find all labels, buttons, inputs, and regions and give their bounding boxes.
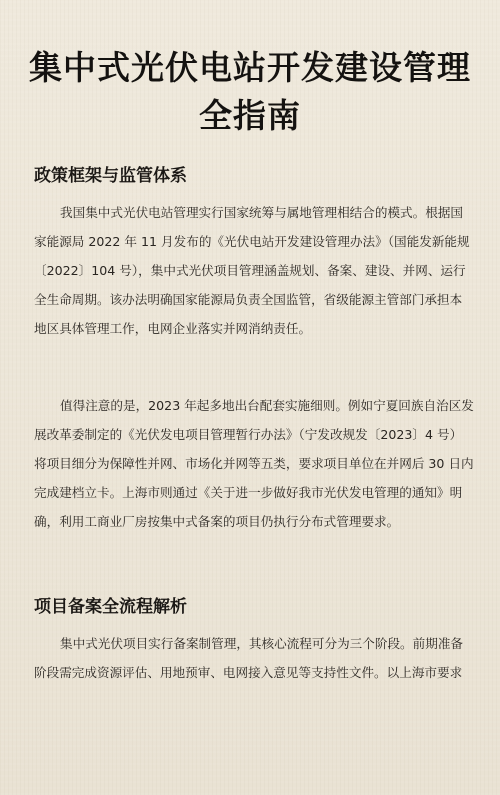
document-title-line-2: 全指南 [199, 96, 301, 135]
paragraph-line: 家能源局 2022 年 11 月发布的《光伏电站开发建设管理办法》（国能发新能规 [34, 234, 470, 249]
paragraph-line: 我国集中式光伏电站管理实行国家统筹与属地管理相结合的模式。根据国 [60, 205, 463, 220]
section-heading-policy-framework: 政策框架与监管体系 [34, 166, 187, 186]
paragraph-line: 完成建档立卡。上海市则通过《关于进一步做好我市光伏发电管理的通知》明 [34, 485, 463, 500]
paragraph-line: 〔2022〕104 号），集中式光伏项目管理涵盖规划、备案、建设、并网、运行 [34, 263, 466, 278]
paragraph-line: 阶段需完成资源评估、用地预审、电网接入意见等支持性文件。以上海市要求 [34, 665, 463, 680]
paragraph-local-rules [34, 391, 474, 536]
section-heading-filing-process: 项目备案全流程解析 [34, 597, 187, 617]
paragraph-line: 值得注意的是，2023 年起多地出台配套实施细则。例如宁夏回族自治区发 [60, 398, 474, 413]
paragraph-line: 展改革委制定的《光伏发电项目管理暂行办法》（宁发改规发〔2023〕4 号） [34, 427, 463, 442]
paragraph-filing-stages [34, 629, 468, 687]
paragraph-policy-overview [34, 198, 468, 343]
paragraph-line: 集中式光伏项目实行备案制管理，其核心流程可分为三个阶段。前期准备 [60, 636, 463, 651]
paragraph-line: 地区具体管理工作，电网企业落实并网消纳责任。 [34, 321, 312, 336]
document-title-line-1: 集中式光伏电站开发建设管理 [29, 48, 471, 87]
paragraph-line: 确，利用工商业厂房按集中式备案的项目仍执行分布式管理要求。 [34, 514, 400, 529]
paragraph-line: 全生命周期。该办法明确国家能源局负责全国监管，省级能源主管部门承担本 [34, 292, 463, 307]
paragraph-line: 将项目细分为保障性并网、市场化并网等五类，要求项目单位在并网后 30 日内 [34, 456, 474, 471]
